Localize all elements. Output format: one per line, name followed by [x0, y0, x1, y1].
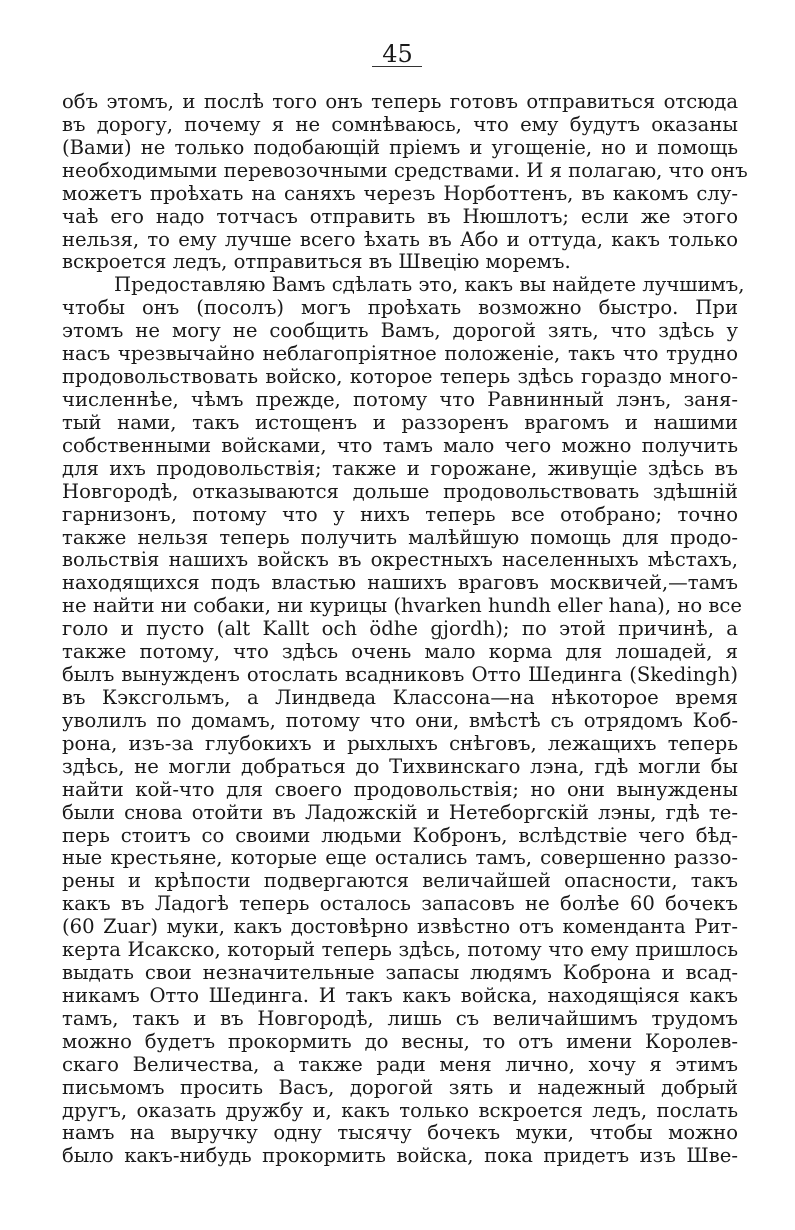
text-line: здѣсь, не могли добраться до Тихвинскаго лэна, гдѣ могли бы	[62, 754, 738, 778]
text-line: объ этомъ, и послѣ того онъ теперь готовъ отправиться отсюда	[62, 90, 738, 113]
page-number: 45	[382, 40, 413, 68]
paragraph	[62, 273, 745, 1168]
text-line: найти кой-что для своего продовольствія; но они вынуждены	[62, 777, 738, 801]
text-line: насъ чрезвычайно неблагопріятное положеніе, такъ что трудно	[62, 342, 738, 366]
text-line: также потому, что здѣсь очень мало корма для лошадей, я	[62, 640, 738, 664]
text-line: въ Кэксгольмъ, а Линдведа Классона—на нѣкоторое время	[62, 685, 738, 709]
text-line: продовольствовать войско, которое теперь здѣсь гораздо много-	[62, 365, 738, 389]
text-line: никамъ Отто Шединга. И такъ какъ войска, находящіяся какъ	[62, 983, 738, 1007]
text-line: гарнизонъ, потому что у нихъ теперь все отобрано; точно	[62, 502, 738, 526]
text-line: письмомъ просить Васъ, дорогой зять и надежный добрый	[62, 1075, 738, 1099]
paragraph	[62, 90, 748, 274]
text-line: для ихъ продовольствія; также и горожане, живущіе здѣсь въ	[62, 456, 738, 480]
text-line: скаго Величества, а также ради меня лично, хочу я этимъ	[62, 1052, 738, 1076]
page-number-rule	[372, 66, 422, 67]
text-line: выдать свои незначительные запасы людямъ Коброна и всад-	[62, 961, 738, 985]
text-line: тый нами, такъ истощенъ и раззоренъ врагомъ и нашими	[62, 410, 738, 434]
text-line: собственными войсками, что тамъ мало чего можно получить	[62, 433, 738, 457]
text-line: были снова отойти въ Ладожскій и Нетеборгскій лэны, гдѣ те-	[62, 800, 738, 824]
text-line: перь стоитъ со своими людьми Кобронъ, вслѣдствіе чего бѣд-	[62, 823, 738, 847]
text-line: тамъ, такъ и въ Новгородѣ, лишь съ величайшимъ трудомъ	[62, 1006, 738, 1030]
text-line: (60 Zuar) муки, какъ достовѣрно извѣстно отъ коменданта Рит-	[62, 915, 738, 939]
text-line: также нельзя теперь получить малѣйшую помощь для продо-	[62, 525, 738, 549]
text-line: Новгородѣ, отказываются дольше продовольствовать здѣшній	[62, 479, 738, 503]
text-line: ные крестьяне, которые еще остались тамъ, совершенно раззо-	[62, 846, 738, 870]
text-line: нельзя, то ему лучше всего ѣхать въ Або и оттуда, какъ только	[62, 227, 738, 251]
text-line: уволилъ по домамъ, потому что они, вмѣстѣ съ отрядомъ Коб-	[62, 708, 738, 732]
text-line: керта Исакско, который теперь здѣсь, потому что ему пришлось	[62, 938, 738, 962]
text-line: (Вами) не только подобающій пріемъ и угощеніе, но и помощь	[62, 135, 738, 159]
text-line: чтобы онъ (посолъ) могъ проѣхать возможно быстро. При	[62, 296, 738, 320]
text-line: рены и крѣпости подвергаются величайшей опасности, такъ	[62, 869, 738, 893]
text-line: вольствія нашихъ войскъ въ окрестныхъ населенныхъ мѣстахъ,	[62, 548, 738, 572]
text-line: рона, изъ-за глубокихъ и рыхлыхъ снѣговъ, лежащихъ теперь	[62, 731, 738, 755]
text-line: голо и пусто (alt Kallt och ödhe gjordh); по этой причинѣ, а	[62, 617, 738, 641]
text-line: не найти ни собаки, ни курицы (hvarken hundh eller hana), но все	[62, 594, 742, 618]
text-line: вскроется ледъ, отправиться въ Швецію моремъ.	[62, 250, 571, 274]
text-line: необходимыми перевозочными средствами. И я полагаю, что онъ	[62, 158, 748, 182]
text-line: можетъ проѣхать на саняхъ черезъ Норботтенъ, въ какомъ слу-	[62, 181, 738, 205]
body-text	[62, 90, 748, 1168]
text-line: численнѣе, чѣмъ прежде, потому что Равнинный лэнъ, заня-	[62, 387, 738, 411]
text-line: въ дорогу, почему я не сомнѣваюсь, что ему будутъ оказаны	[62, 112, 738, 136]
text-line: какъ въ Ладогѣ теперь осталось запасовъ не болѣе 60 бочекъ	[62, 892, 738, 916]
text-line: можно будетъ прокормить до весны, то отъ имени Королев-	[62, 1029, 738, 1053]
text-line: было какъ-нибудь прокормить войска, пока придетъ изъ Шве-	[62, 1144, 738, 1168]
text-line: Предоставляю Вамъ сдѣлать это, какъ вы найдете лучшимъ,	[114, 273, 745, 297]
text-line: былъ вынужденъ отослать всадниковъ Отто Шединга (Skedingh)	[62, 663, 738, 687]
text-line: другъ, оказать дружбу и, какъ только вскроется ледъ, послать	[62, 1098, 738, 1122]
text-line: чаѣ его надо тотчасъ отправить въ Нюшлотъ; если же этого	[62, 204, 738, 228]
text-line: этомъ не могу не сообщить Вамъ, дорогой зять, что здѣсь у	[62, 319, 738, 343]
text-line: намъ на выручку одну тысячу бочекъ муки, чтобы можно	[62, 1121, 738, 1145]
text-line: находящихся подъ властью нашихъ враговъ москвичей,—тамъ	[62, 571, 738, 595]
